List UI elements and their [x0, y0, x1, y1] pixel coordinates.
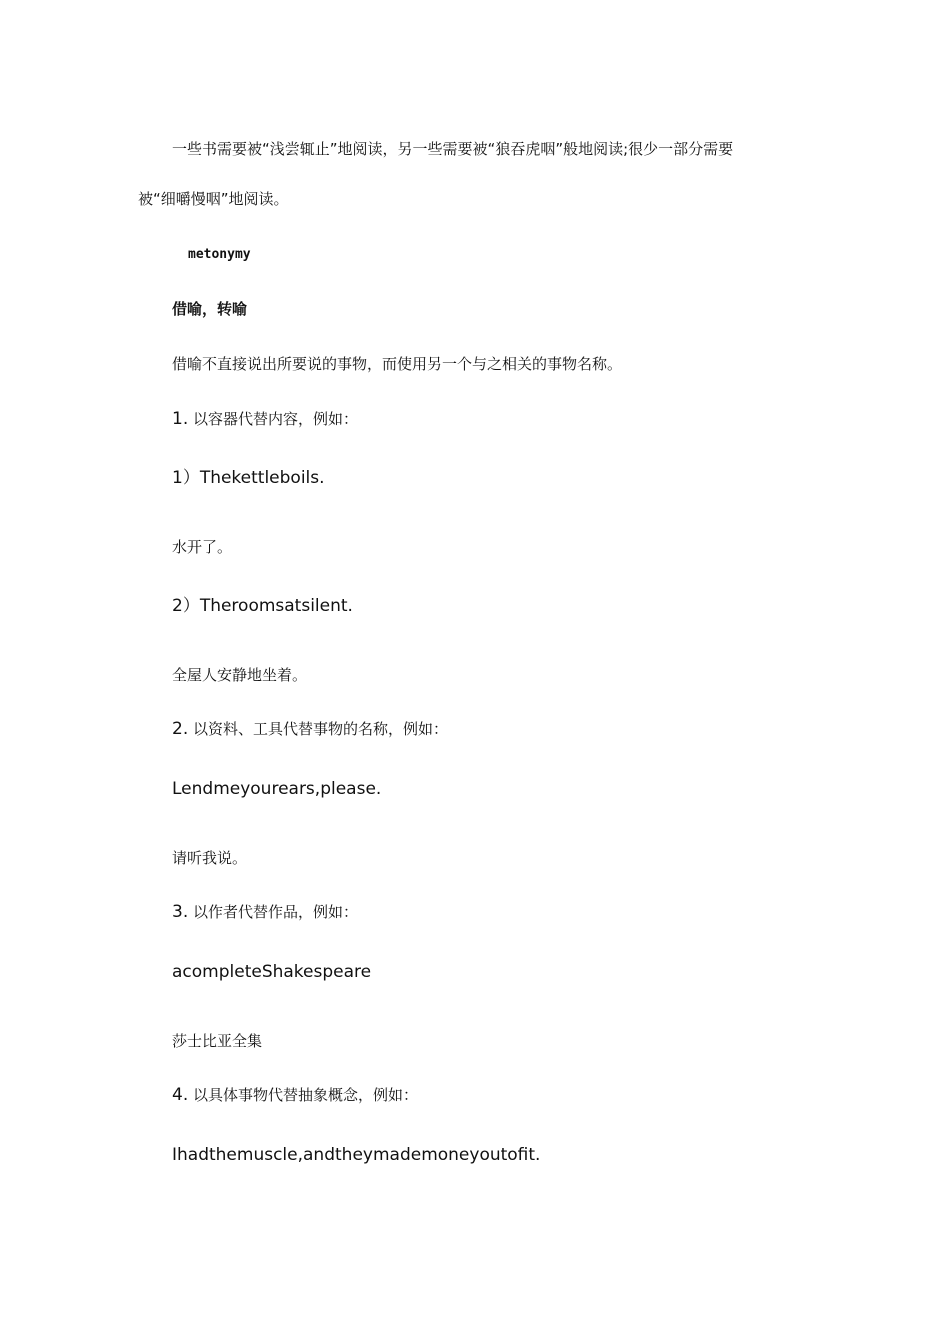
section-4-text: 以具体事物代替抽象概念，例如： — [193, 1086, 419, 1104]
section-2-title — [172, 719, 448, 739]
section-1-title — [172, 409, 358, 429]
section-1-text: 以容器代替内容，例如： — [193, 410, 359, 428]
term-metonymy: metonymy — [188, 247, 251, 262]
section-2-number: 2. — [172, 719, 189, 739]
example-1-1-chinese: 水开了。 — [172, 538, 233, 556]
section-3-title — [172, 902, 358, 922]
example-3-english: acompleteShakespeare — [172, 962, 372, 982]
example-1-2-chinese: 全屋人安静地坐着。 — [172, 666, 308, 684]
section-4-title — [172, 1085, 418, 1105]
example-1-1-english: 1）Thekettleboils. — [172, 468, 325, 488]
intro-line-1: 一些书需要被“浅尝辄止”地阅读，另一些需要被“狼吞虎咽”般地阅读;很少一部分需要 — [172, 140, 734, 158]
example-4-english: Ihadthemuscle,andtheymademoneyoutofit. — [172, 1145, 541, 1165]
definition-text: 借喻不直接说出所要说的事物，而使用另一个与之相关的事物名称。 — [172, 355, 623, 373]
section-2-text: 以资料、工具代替事物的名称，例如： — [193, 720, 449, 738]
example-1-2-english: 2）Theroomsatsilent. — [172, 596, 353, 616]
intro-line-2: 被“细嚼慢咽”地阅读。 — [138, 190, 289, 208]
section-heading: 借喻，转喻 — [172, 300, 248, 318]
section-3-number: 3. — [172, 902, 189, 922]
section-4-number: 4. — [172, 1085, 189, 1105]
example-2-chinese: 请听我说。 — [172, 849, 248, 867]
example-3-chinese: 莎士比亚全集 — [172, 1032, 263, 1050]
section-1-number: 1. — [172, 409, 189, 429]
section-3-text: 以作者代替作品，例如： — [193, 903, 359, 921]
example-2-english: Lendmeyourears,please. — [172, 779, 382, 799]
